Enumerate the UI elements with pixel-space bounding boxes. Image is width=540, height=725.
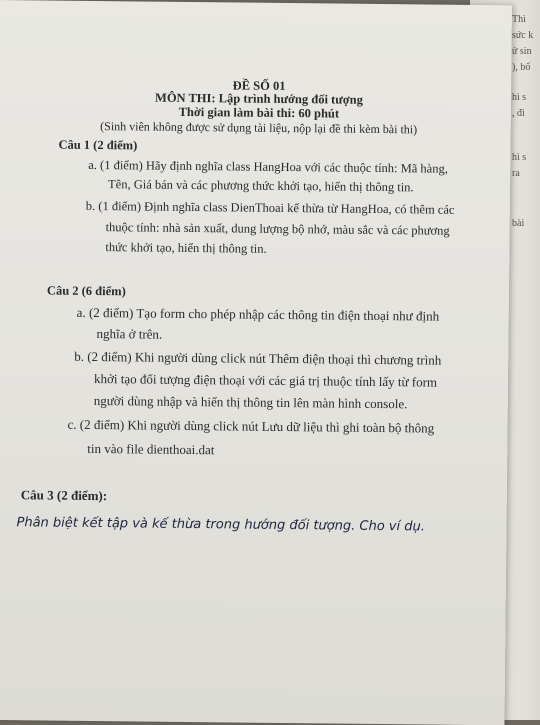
question-3-handwritten-text: Phân biệt kết tập và kế thừa trong hướng đối tượng. Cho ví dụ. <box>16 515 425 535</box>
question-2a-line-1: a. (2 điểm) Tạo form cho phép nhập các thông tin điện thoại như định <box>76 304 440 324</box>
back-sheet-fragment: sức k <box>512 30 534 41</box>
back-sheet-fragment: , đi <box>512 108 525 119</box>
back-sheet-fragment: Thì <box>512 14 526 25</box>
question-2c-line-2: tin vào file dienthoai.dat <box>87 440 215 458</box>
back-sheet-fragment: ử sin <box>512 46 532 57</box>
exam-number: ĐỀ SỐ 01 <box>232 78 286 93</box>
back-sheet-fragment: ), bố <box>512 62 531 73</box>
question-1-title: Câu 1 (2 điểm) <box>58 137 138 153</box>
question-2c-line-1: c. (2 điểm) Khi người dùng click nút Lưu dữ liệu thì ghi toàn bộ thông <box>67 416 435 436</box>
exam-note: (Sinh viên không được sử dụng tài liệu, nộp lại đề thi kèm bài thi) <box>100 119 418 137</box>
question-1b-line-1: b. (1 điểm) Định nghĩa class DienThoai kế thừa từ HangHoa, có thêm các <box>85 198 455 217</box>
question-1a-line-1: a. (1 điểm) Hãy định nghĩa class HangHoa với các thuộc tính: Mã hàng, <box>88 157 448 176</box>
question-2b-line-1: b. (2 điểm) Khi người dùng click nút Thêm điện thoại thì chương trình <box>74 348 442 368</box>
question-2-title: Câu 2 (6 điểm) <box>46 283 126 299</box>
question-1a-line-2: Tên, Giá bán và các phương thức khởi tạo, hiển thị thông tin. <box>108 177 414 195</box>
question-1b-line-3: thức khởi tạo, hiển thị thông tin. <box>105 240 267 256</box>
exam-duration: Thời gian làm bài thi: 60 phút <box>178 104 340 121</box>
back-sheet-fragment: ra <box>512 168 520 179</box>
back-sheet-fragment: hì s <box>512 152 527 163</box>
question-2b-line-2: khởi tạo đối tượng điện thoại với các giá trị thuộc tính lấy từ form <box>93 371 438 390</box>
question-2a-line-2: nghĩa ở trên. <box>96 326 163 342</box>
question-2b-line-3: người dùng nhập và hiển thị thông tin lên màn hình console. <box>93 393 408 412</box>
exam-subject: MÔN THI: Lập trình hướng đối tượng <box>154 90 363 107</box>
back-sheet-fragment: hì s <box>512 92 527 103</box>
question-3-title: Câu 3 (2 điểm): <box>20 487 108 504</box>
back-sheet-fragment: bài <box>512 218 525 229</box>
question-1b-line-2: thuộc tính: nhà sản xuất, dung lượng bộ nhớ, màu sắc và các phương <box>105 220 450 238</box>
